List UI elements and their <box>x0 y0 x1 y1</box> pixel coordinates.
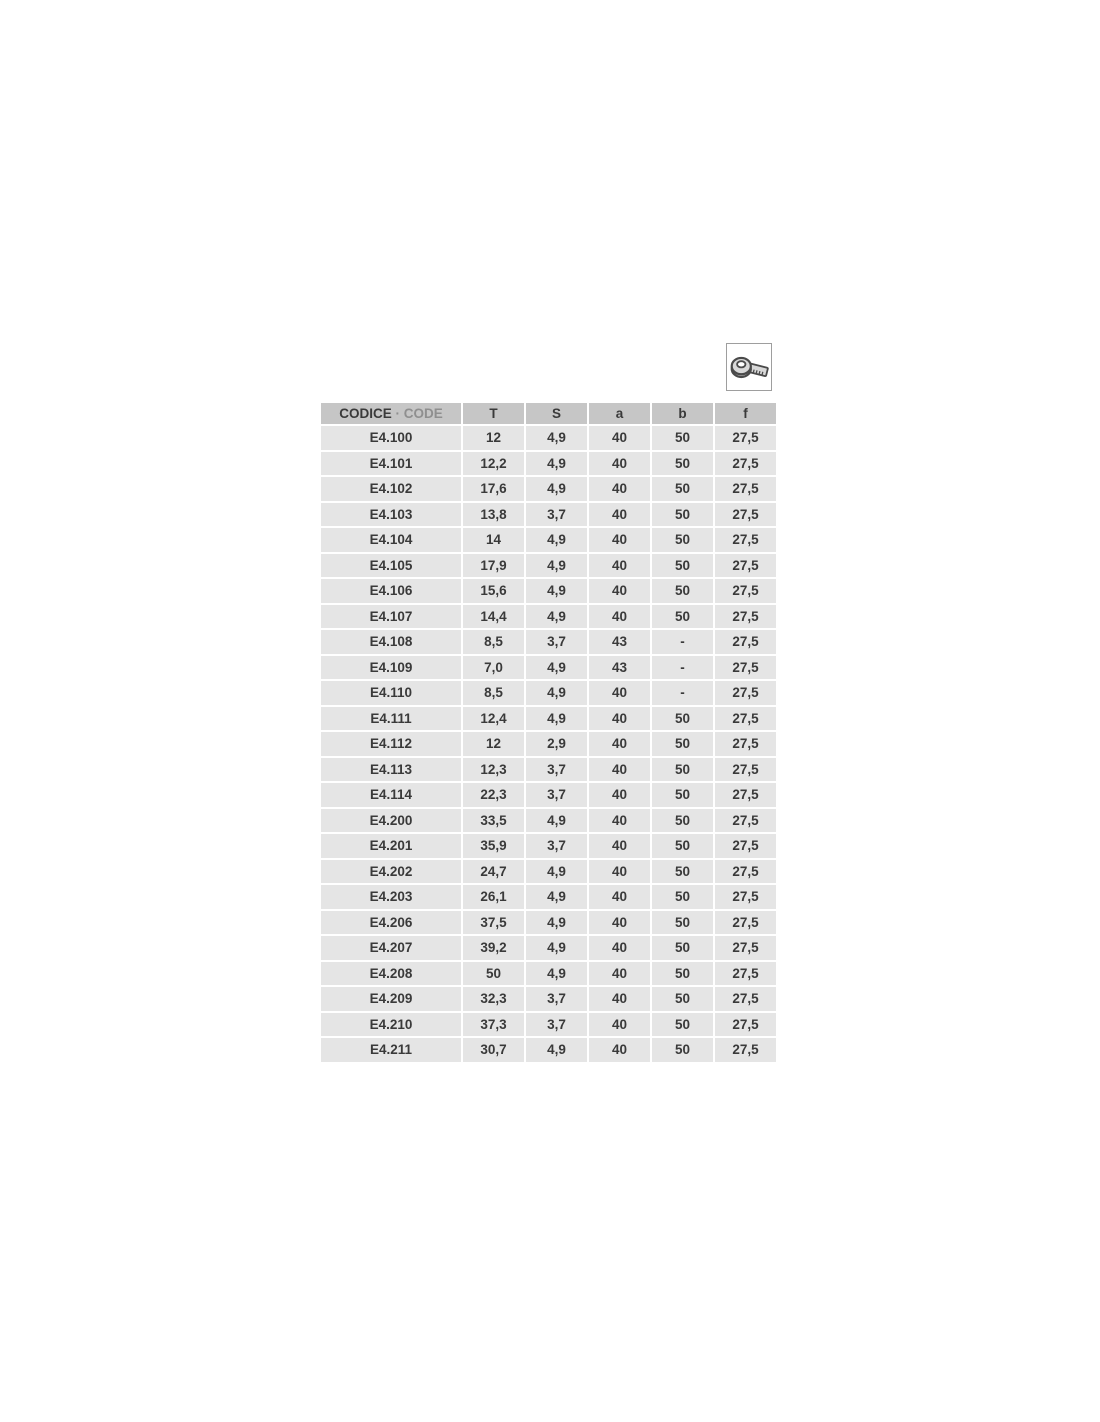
table-row <box>321 707 776 731</box>
code-cell: E4.114 <box>321 783 461 807</box>
value-cell: 27,5 <box>715 707 776 731</box>
code-cell: E4.203 <box>321 885 461 909</box>
value-cell: 50 <box>652 860 713 884</box>
value-cell: 50 <box>652 834 713 858</box>
value-cell: 27,5 <box>715 783 776 807</box>
value-cell: 50 <box>652 477 713 501</box>
table-row <box>321 477 776 501</box>
value-cell: 37,5 <box>463 911 524 935</box>
table-row <box>321 911 776 935</box>
code-cell: E4.109 <box>321 656 461 680</box>
value-cell: 27,5 <box>715 962 776 986</box>
value-cell: 12,3 <box>463 758 524 782</box>
code-cell: E4.208 <box>321 962 461 986</box>
value-cell: 4,9 <box>526 656 587 680</box>
value-cell: 3,7 <box>526 630 587 654</box>
value-cell: 22,3 <box>463 783 524 807</box>
value-cell: 40 <box>589 579 650 603</box>
value-cell: 40 <box>589 605 650 629</box>
table-row <box>321 885 776 909</box>
value-cell: 8,5 <box>463 630 524 654</box>
value-cell: 4,9 <box>526 452 587 476</box>
value-cell: 4,9 <box>526 809 587 833</box>
table-row <box>321 605 776 629</box>
value-cell: 27,5 <box>715 503 776 527</box>
code-cell: E4.210 <box>321 1013 461 1037</box>
code-cell: E4.200 <box>321 809 461 833</box>
value-cell: 27,5 <box>715 605 776 629</box>
value-cell: 27,5 <box>715 1013 776 1037</box>
value-cell: 17,9 <box>463 554 524 578</box>
table-row <box>321 962 776 986</box>
code-cell: E4.103 <box>321 503 461 527</box>
value-cell: 40 <box>589 834 650 858</box>
value-cell: 27,5 <box>715 936 776 960</box>
value-cell: 27,5 <box>715 630 776 654</box>
header-code-label: CODE <box>403 405 443 421</box>
value-cell: 40 <box>589 554 650 578</box>
value-cell: 50 <box>652 783 713 807</box>
header-cell-a: a <box>589 403 650 424</box>
header-cell-code <box>321 403 461 424</box>
value-cell: 30,7 <box>463 1038 524 1062</box>
value-cell: 40 <box>589 681 650 705</box>
header-row <box>321 403 776 424</box>
value-cell: 50 <box>652 503 713 527</box>
code-cell: E4.112 <box>321 732 461 756</box>
code-cell: E4.105 <box>321 554 461 578</box>
value-cell: 7,0 <box>463 656 524 680</box>
value-cell: 4,9 <box>526 426 587 450</box>
value-cell: 50 <box>652 758 713 782</box>
value-cell: 27,5 <box>715 681 776 705</box>
value-cell: 50 <box>652 554 713 578</box>
code-cell: E4.100 <box>321 426 461 450</box>
value-cell: 12 <box>463 426 524 450</box>
value-cell: 4,9 <box>526 1038 587 1062</box>
value-cell: 40 <box>589 860 650 884</box>
value-cell: 40 <box>589 962 650 986</box>
value-cell: 27,5 <box>715 860 776 884</box>
value-cell: 43 <box>589 656 650 680</box>
code-cell: E4.111 <box>321 707 461 731</box>
table-row <box>321 987 776 1011</box>
code-cell: E4.107 <box>321 605 461 629</box>
table-row <box>321 732 776 756</box>
value-cell: 40 <box>589 528 650 552</box>
value-cell: 27,5 <box>715 834 776 858</box>
value-cell: 27,5 <box>715 528 776 552</box>
value-cell: 3,7 <box>526 1013 587 1037</box>
value-cell: 40 <box>589 452 650 476</box>
table-row <box>321 656 776 680</box>
code-cell: E4.102 <box>321 477 461 501</box>
value-cell: 27,5 <box>715 656 776 680</box>
value-cell: 3,7 <box>526 758 587 782</box>
value-cell: 27,5 <box>715 758 776 782</box>
value-cell: 27,5 <box>715 1038 776 1062</box>
value-cell: 35,9 <box>463 834 524 858</box>
table-row <box>321 426 776 450</box>
value-cell: 40 <box>589 783 650 807</box>
value-cell: 27,5 <box>715 885 776 909</box>
code-cell: E4.202 <box>321 860 461 884</box>
table-row <box>321 579 776 603</box>
header-separator: · <box>395 405 400 421</box>
value-cell: 40 <box>589 936 650 960</box>
code-cell: E4.207 <box>321 936 461 960</box>
table-row <box>321 681 776 705</box>
value-cell: 4,9 <box>526 681 587 705</box>
value-cell: 40 <box>589 911 650 935</box>
value-cell: 50 <box>652 809 713 833</box>
value-cell: 50 <box>652 605 713 629</box>
value-cell: 33,5 <box>463 809 524 833</box>
value-cell: 40 <box>589 707 650 731</box>
code-cell: E4.201 <box>321 834 461 858</box>
value-cell: 8,5 <box>463 681 524 705</box>
header-cell-T: T <box>463 403 524 424</box>
value-cell: 50 <box>652 987 713 1011</box>
code-cell: E4.104 <box>321 528 461 552</box>
code-cell: E4.106 <box>321 579 461 603</box>
value-cell: 3,7 <box>526 783 587 807</box>
table-row <box>321 452 776 476</box>
value-cell: 4,9 <box>526 528 587 552</box>
value-cell: 50 <box>652 707 713 731</box>
table-row <box>321 936 776 960</box>
value-cell: 26,1 <box>463 885 524 909</box>
table-row <box>321 554 776 578</box>
spec-table <box>319 401 778 1064</box>
value-cell: 4,9 <box>526 911 587 935</box>
code-cell: E4.101 <box>321 452 461 476</box>
value-cell: 3,7 <box>526 503 587 527</box>
code-cell: E4.211 <box>321 1038 461 1062</box>
value-cell: 43 <box>589 630 650 654</box>
header-cell-b: b <box>652 403 713 424</box>
value-cell: 40 <box>589 477 650 501</box>
value-cell: 27,5 <box>715 809 776 833</box>
spec-table-header <box>321 403 776 424</box>
table-row <box>321 758 776 782</box>
value-cell: 27,5 <box>715 426 776 450</box>
value-cell: 24,7 <box>463 860 524 884</box>
value-cell: 50 <box>652 1013 713 1037</box>
value-cell: 40 <box>589 426 650 450</box>
value-cell: 50 <box>652 452 713 476</box>
value-cell: 2,9 <box>526 732 587 756</box>
value-cell: 40 <box>589 809 650 833</box>
table-row <box>321 1013 776 1037</box>
table-row <box>321 528 776 552</box>
value-cell: 40 <box>589 885 650 909</box>
value-cell: 32,3 <box>463 987 524 1011</box>
value-cell: 40 <box>589 987 650 1011</box>
header-codice-label: CODICE <box>339 405 392 421</box>
code-cell: E4.110 <box>321 681 461 705</box>
table-row <box>321 860 776 884</box>
value-cell: 14,4 <box>463 605 524 629</box>
value-cell: 12,4 <box>463 707 524 731</box>
value-cell: 50 <box>652 936 713 960</box>
table-row <box>321 503 776 527</box>
value-cell: 14 <box>463 528 524 552</box>
value-cell: 50 <box>652 426 713 450</box>
value-cell: 15,6 <box>463 579 524 603</box>
value-cell: 12,2 <box>463 452 524 476</box>
table-row <box>321 1038 776 1062</box>
value-cell: 50 <box>652 911 713 935</box>
code-cell: E4.209 <box>321 987 461 1011</box>
value-cell: 27,5 <box>715 911 776 935</box>
header-cell-f: f <box>715 403 776 424</box>
spec-table-body <box>321 426 776 1062</box>
value-cell: 27,5 <box>715 554 776 578</box>
value-cell: 50 <box>652 962 713 986</box>
value-cell: 27,5 <box>715 452 776 476</box>
table-row <box>321 809 776 833</box>
value-cell: 4,9 <box>526 554 587 578</box>
table-row <box>321 630 776 654</box>
header-cell-S: S <box>526 403 587 424</box>
value-cell: - <box>652 656 713 680</box>
value-cell: 4,9 <box>526 579 587 603</box>
table-row <box>321 834 776 858</box>
value-cell: 4,9 <box>526 477 587 501</box>
value-cell: 12 <box>463 732 524 756</box>
value-cell: 4,9 <box>526 885 587 909</box>
value-cell: 40 <box>589 1038 650 1062</box>
value-cell: 40 <box>589 758 650 782</box>
value-cell: 50 <box>652 579 713 603</box>
value-cell: 3,7 <box>526 987 587 1011</box>
value-cell: 40 <box>589 1013 650 1037</box>
code-cell: E4.113 <box>321 758 461 782</box>
code-cell: E4.108 <box>321 630 461 654</box>
value-cell: 4,9 <box>526 936 587 960</box>
value-cell: 27,5 <box>715 477 776 501</box>
value-cell: 13,8 <box>463 503 524 527</box>
tape-measure-icon <box>726 343 772 391</box>
value-cell: 50 <box>652 885 713 909</box>
value-cell: 37,3 <box>463 1013 524 1037</box>
value-cell: 39,2 <box>463 936 524 960</box>
value-cell: 17,6 <box>463 477 524 501</box>
value-cell: 27,5 <box>715 987 776 1011</box>
code-cell: E4.206 <box>321 911 461 935</box>
value-cell: 40 <box>589 503 650 527</box>
value-cell: - <box>652 630 713 654</box>
value-cell: 4,9 <box>526 707 587 731</box>
value-cell: 50 <box>652 732 713 756</box>
table-row <box>321 783 776 807</box>
value-cell: 50 <box>652 1038 713 1062</box>
value-cell: 50 <box>463 962 524 986</box>
value-cell: 4,9 <box>526 605 587 629</box>
value-cell: 27,5 <box>715 732 776 756</box>
value-cell: - <box>652 681 713 705</box>
value-cell: 4,9 <box>526 860 587 884</box>
value-cell: 4,9 <box>526 962 587 986</box>
value-cell: 50 <box>652 528 713 552</box>
value-cell: 40 <box>589 732 650 756</box>
value-cell: 3,7 <box>526 834 587 858</box>
value-cell: 27,5 <box>715 579 776 603</box>
